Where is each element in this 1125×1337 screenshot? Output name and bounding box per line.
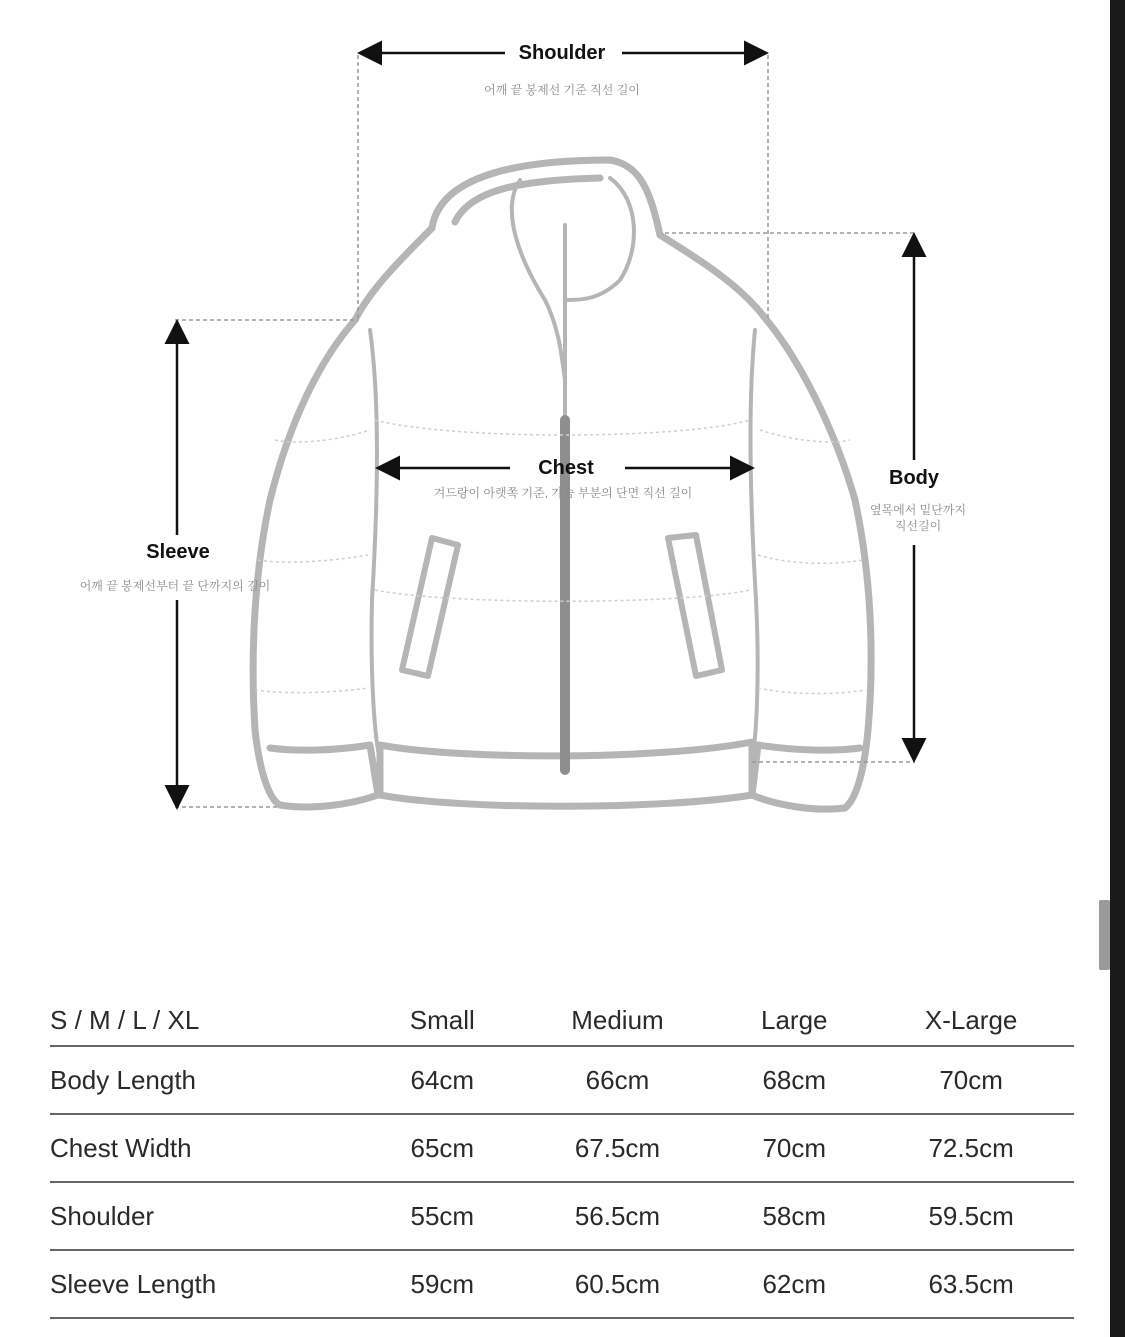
table-row <box>50 1250 1074 1318</box>
table-cell: 67.5cm <box>574 1132 661 1163</box>
table-cell: 65cm <box>410 1132 475 1163</box>
size-header-large: Large <box>761 1004 828 1035</box>
size-header-xlarge: X-Large <box>924 1004 1018 1035</box>
row-label: Sleeve Length <box>50 1268 217 1299</box>
table-cell: 70cm <box>762 1132 827 1163</box>
table-row <box>50 1114 1074 1182</box>
body-note-line2: 직선길이 <box>894 519 942 533</box>
table-cell: 66cm <box>585 1064 650 1095</box>
table-row <box>50 1046 1074 1114</box>
size-header-label: S / M / L / XL <box>50 1004 200 1035</box>
size-chart-table <box>50 995 1074 1319</box>
table-cell: 68cm <box>762 1064 827 1095</box>
window-edge <box>1110 0 1125 1337</box>
table-cell: 63.5cm <box>928 1268 1014 1299</box>
size-header-small: Small <box>409 1004 475 1035</box>
table-cell: 55cm <box>410 1200 475 1231</box>
shoulder-note: 어깨 끝 봉제선 기준 직선 길이 <box>484 83 640 97</box>
table-cell: 72.5cm <box>928 1132 1014 1163</box>
shoulder-label: Shoulder <box>518 42 606 64</box>
row-label: Chest Width <box>50 1132 192 1163</box>
table-cell: 70cm <box>939 1064 1003 1095</box>
table-cell: 60.5cm <box>574 1268 661 1299</box>
table-cell: 59cm <box>410 1268 475 1299</box>
body-note-line1: 옆목에서 밑단까지 <box>869 503 967 517</box>
body-label: Body <box>889 467 939 489</box>
size-header-medium: Medium <box>571 1004 664 1035</box>
scrollbar-thumb[interactable] <box>1099 900 1110 970</box>
table-cell: 56.5cm <box>574 1200 661 1231</box>
table-cell: 64cm <box>410 1064 475 1095</box>
sleeve-note: 어깨 끝 봉제선부터 끝 단까지의 길이 <box>79 579 271 593</box>
table-cell: 58cm <box>762 1200 827 1231</box>
guide-lines <box>175 55 915 807</box>
table-cell: 62cm <box>762 1268 827 1299</box>
chest-label: Chest <box>538 457 594 479</box>
row-label: Body Length <box>50 1064 197 1095</box>
table-row <box>50 1182 1074 1250</box>
size-table-header-row <box>50 995 1074 1046</box>
chest-note: 겨드랑이 아랫쪽 기준, 가슴 부분의 단면 직선 길이 <box>433 486 693 500</box>
row-label: Shoulder <box>50 1200 155 1231</box>
sleeve-label: Sleeve <box>146 541 210 563</box>
table-cell: 59.5cm <box>928 1200 1014 1231</box>
